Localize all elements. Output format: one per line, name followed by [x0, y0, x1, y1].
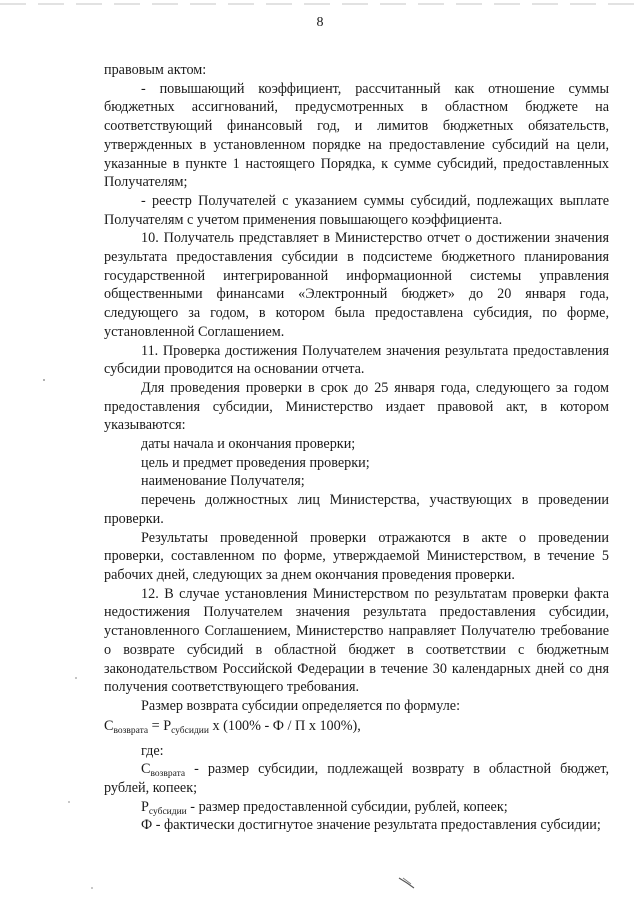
where-label: где:	[141, 742, 164, 759]
formula-lhs: С	[104, 717, 114, 734]
scan-speck	[67, 800, 71, 804]
document-body	[104, 61, 609, 835]
definition-text: - размер предоставленной субсидии, рублей, копеек;	[186, 798, 508, 815]
paragraph: - повышающий коэффициент, рассчитанный как отношение суммы бюджетных ассигнований, предусмотренных в областном бюджете на соответствующий финансовый год, и лимитов бюджетных обязательств, утвержденных в установленном порядке на предоставление субсидий на цели, указанные в пункте 1 настоящего Порядка, к сумме субсидий, предоставленных Получателям;	[104, 80, 609, 191]
definition-text: - размер субсидии, подлежащей возврату в областной бюджет, рублей, копеек;	[104, 761, 609, 797]
scan-speck	[90, 886, 94, 890]
definition-symbol: Ф	[141, 817, 153, 834]
paragraph: цель и предмет проведения проверки;	[141, 454, 370, 471]
pen-mark	[398, 876, 416, 890]
page-number: 8	[316, 15, 324, 30]
paragraph: перечень должностных лиц Министерства, участвующих в проведении проверки.	[104, 492, 609, 527]
formula-rest: x (100% - Ф / П x 100%),	[208, 717, 361, 734]
definition-sub: субсидии	[148, 806, 187, 817]
paragraph: 12. В случае установления Министерством по результатам проверки факта недостижения Получателем значения результата предоставления субсидии, установленного Соглашением, Министерство направляет Получателю требование о возврате субсидий в областной бюджет в соответствии с бюджетным законодательством Российской Федерации в течение 30 календарных дней со дня получения соответствующего требования.	[104, 585, 609, 696]
definition	[104, 760, 609, 797]
paragraph: Размер возврата субсидии определяется по формуле:	[141, 697, 461, 714]
paragraph: даты начала и окончания проверки;	[141, 436, 356, 453]
definition-symbol: С	[141, 761, 151, 778]
definition	[104, 816, 609, 835]
formula-eq: =	[148, 717, 164, 734]
paragraph: наименование Получателя;	[141, 473, 305, 490]
definition-sub: возврата	[150, 769, 186, 780]
paragraph: Для проведения проверки в срок до 25 января года, следующего за годом предоставления субсидии, Министерство издает правовой акт, в котором указываются:	[104, 379, 609, 434]
definition	[104, 798, 609, 817]
definition-text: - фактически достигнутое значение результата предоставления субсидии;	[152, 817, 601, 834]
formula	[104, 716, 609, 736]
paragraph: 11. Проверка достижения Получателем значения результата предоставления субсидии проводится на основании отчета.	[104, 342, 609, 378]
scan-speck	[74, 676, 78, 680]
formula-r-sub: субсидии	[171, 725, 209, 736]
paragraph: правовым актом:	[104, 62, 207, 78]
paragraph: Результаты проведенной проверки отражаются в акте о проведении проверки, составленном по форме, утверждаемой Министерством, в течение 5 рабочих дней, следующих за днем окончания проведения проверки.	[104, 529, 609, 583]
paragraph: - реестр Получателей с указанием суммы субсидий, подлежащих выплате Получателям с учетом применения повышающего коэффициента.	[104, 192, 609, 228]
scan-artifact-top	[0, 3, 640, 5]
formula-r: Р	[163, 717, 172, 734]
formula-lhs-sub: возврата	[113, 725, 149, 736]
definition-symbol: Р	[141, 798, 149, 815]
scan-speck	[42, 378, 46, 382]
paragraph: 10. Получатель представляет в Министерство отчет о достижении значения результата предоставления субсидии в подсистеме бюджетного планирования государственной интегрированной информационной системы управления общественными финансами «Электронный бюджет» до 20 января года, следующего за годом, в котором была предоставлена субсидия, по форме, установленной Соглашением.	[104, 230, 609, 340]
